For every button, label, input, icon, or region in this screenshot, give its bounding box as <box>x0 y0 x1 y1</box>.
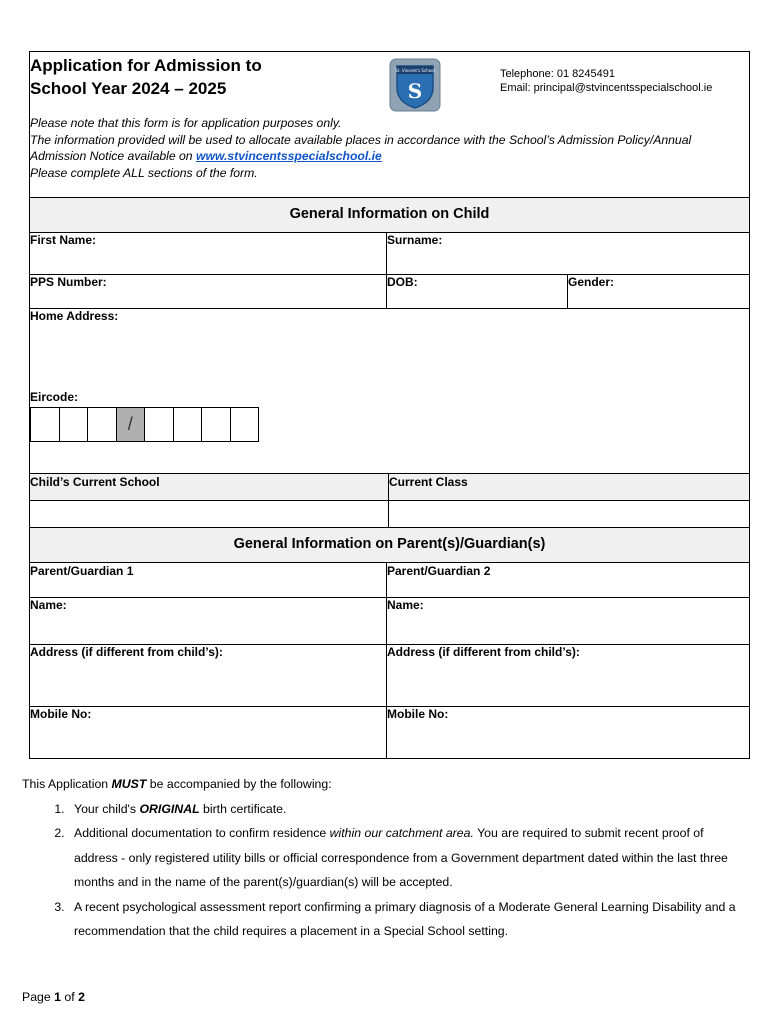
requirement-item-2: 2. Additional documentation to confirm residence within our catchment area. You are required to submit recent proof of address - only registered utility bills or official correspondence from a Government department dated within the last three months and in the name of the parent(s)/guardian(s) will be accepted. <box>68 821 742 895</box>
surname-label: Surname: <box>387 233 443 247</box>
parent2-heading: Parent/Guardian 2 <box>387 564 491 578</box>
gender-field[interactable] <box>568 290 749 308</box>
parent1-name-label: Name: <box>30 598 67 612</box>
dob-field[interactable] <box>387 290 567 308</box>
eircode-box[interactable] <box>87 407 117 442</box>
admission-form <box>29 51 750 759</box>
home-address-label: Home Address: <box>30 309 119 323</box>
parent1-mobile-label: Mobile No: <box>30 707 92 721</box>
parent1-address-field[interactable] <box>30 660 386 706</box>
crest-text: St. Vincent's School <box>395 68 435 73</box>
note-policy-text: The information provided will be used to allocate available places in accordance with the School’s Admission Policy/Annual Admission Notice available on <box>30 132 692 163</box>
eircode-box[interactable] <box>30 407 60 442</box>
requirements-list <box>22 797 742 944</box>
parent1-heading: Parent/Guardian 1 <box>30 564 134 578</box>
title-line-1: Application for Admission to <box>30 56 262 75</box>
svg-text:S: S <box>407 79 423 103</box>
eircode-label: Eircode: <box>30 390 79 404</box>
eircode-box[interactable] <box>144 407 174 442</box>
current-class-field[interactable] <box>389 501 749 527</box>
eircode-box[interactable] <box>230 407 260 442</box>
parent2-mobile-label: Mobile No: <box>387 707 449 721</box>
parent1-address-label: Address (if different from child’s): <box>30 645 223 659</box>
parent2-mobile-field[interactable] <box>387 722 749 758</box>
eircode-box[interactable] <box>201 407 231 442</box>
first-name-field[interactable] <box>30 248 386 274</box>
parent2-name-label: Name: <box>387 598 424 612</box>
school-website-link[interactable]: www.stvincentsspecialschool.ie <box>195 149 382 163</box>
email: Email: principal@stvincentsspecialschool.ie <box>500 82 713 94</box>
eircode-box[interactable] <box>173 407 203 442</box>
surname-field[interactable] <box>387 248 749 274</box>
parent1-name-field[interactable] <box>30 613 386 644</box>
dob-label: DOB: <box>387 275 418 289</box>
current-school-label: Child’s Current School <box>30 475 160 489</box>
current-school-field[interactable] <box>30 501 388 527</box>
requirement-item-3: 3. A recent psychological assessment report confirming a primary diagnosis of a Moderate General Learning Disability and a recommendation that the child requires a placement in a Special School setting. <box>68 895 742 944</box>
eircode-separator-box: / <box>116 407 146 442</box>
eircode-input-boxes <box>30 407 258 442</box>
parent1-mobile-field[interactable] <box>30 722 386 758</box>
form-title <box>30 54 262 100</box>
requirements-section <box>22 772 742 944</box>
parent2-name-field[interactable] <box>387 613 749 644</box>
title-line-2: School Year 2024 – 2025 <box>30 79 227 98</box>
telephone: Telephone: 01 8245491 <box>500 68 615 80</box>
pps-number-field[interactable] <box>30 290 386 308</box>
parent2-address-label: Address (if different from child’s): <box>387 645 580 659</box>
note-purpose: Please note that this form is for application purposes only. <box>30 116 342 130</box>
parent-section-heading: General Information on Parent(s)/Guardian(s) <box>30 527 749 563</box>
first-name-label: First Name: <box>30 233 97 247</box>
note-policy <box>30 132 742 165</box>
page-number: Page 1 of 2 <box>22 990 85 1004</box>
note-complete-all: Please complete ALL sections of the form. <box>30 165 258 180</box>
application-notes <box>30 115 742 181</box>
current-class-label: Current Class <box>389 475 468 489</box>
school-crest-logo <box>389 58 441 112</box>
requirements-intro: This Application MUST be accompanied by the following: <box>22 777 332 791</box>
gender-label: Gender: <box>568 275 615 289</box>
requirement-item-1: 1. Your child's ORIGINAL birth certificate. <box>68 797 742 822</box>
home-address-field[interactable] <box>30 324 749 384</box>
eircode-box[interactable] <box>59 407 89 442</box>
parent2-address-field[interactable] <box>387 660 749 706</box>
contact-info <box>500 67 712 95</box>
child-section-heading: General Information on Child <box>30 197 749 233</box>
pps-number-label: PPS Number: <box>30 275 107 289</box>
